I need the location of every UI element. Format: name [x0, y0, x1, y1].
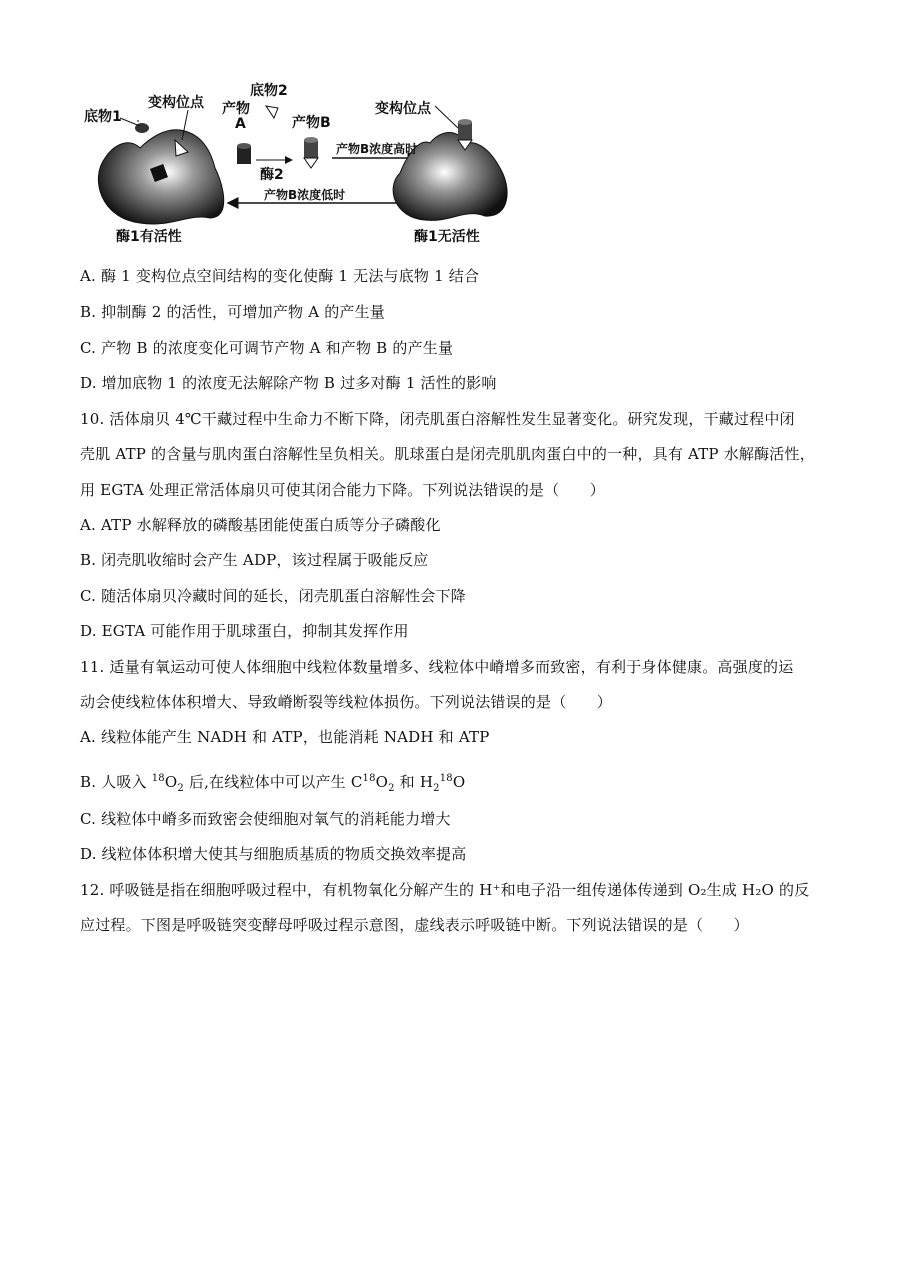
diagram-graphics [80, 78, 520, 248]
q9-option-a: A. 酶 1 变构位点空间结构的变化使酶 1 无法与底物 1 结合 [80, 267, 480, 285]
q12-stem-line1: 12. 呼吸链是指在细胞呼吸过程中，有机物氧化分解产生的 H⁺和电子沿一组传递体传递到 O₂生成 H₂O 的反 [80, 881, 810, 899]
q11-option-a: A. 线粒体能产生 NADH 和 ATP，也能消耗 NADH 和 ATP [80, 728, 490, 746]
enzyme-allosteric-diagram [80, 78, 520, 248]
label-substrate1: 底物1 [84, 109, 122, 125]
label-product-a-2: A [235, 116, 246, 132]
q11-stem-line2: 动会使线粒体体积增大、导致嵴断裂等线粒体损伤。下列说法错误的是（ ） [80, 693, 613, 711]
label-allosteric-site-right: 变构位点 [375, 101, 431, 117]
q9-option-b: B. 抑制酶 2 的活性，可增加产物 A 的产生量 [80, 303, 386, 321]
label-product-b-low: 产物B浓度低时 [264, 188, 346, 202]
q10-stem-line2: 壳肌 ATP 的含量与肌肉蛋白溶解性呈负相关。肌球蛋白是闭壳肌肌肉蛋白中的一种，具有 ATP 水解酶活性， [80, 445, 815, 463]
q11-option-b: B. 人吸入 $^{18}O_2$ 后,在线粒体中可以产生 $C^{18}O_2$ 和 $H_2^{18}O$ [80, 773, 466, 794]
q10-option-c: C. 随活体扇贝冷藏时间的延长，闭壳肌蛋白溶解性会下降 [80, 587, 466, 605]
label-product-a-1: 产物 [222, 101, 250, 117]
q10-option-d: D. EGTA 可能作用于肌球蛋白，抑制其发挥作用 [80, 622, 409, 640]
label-substrate2: 底物2 [250, 83, 288, 99]
q9-option-c: C. 产物 B 的浓度变化可调节产物 A 和产物 B 的产生量 [80, 339, 454, 357]
q11-option-d: D. 线粒体体积增大使其与细胞质基质的物质交换效率提高 [80, 845, 467, 863]
label-enzyme1-active: 酶1有活性 [116, 229, 182, 245]
label-allosteric-site-left: 变构位点 [148, 95, 204, 111]
q12-stem-line2: 应过程。下图是呼吸链突变酵母呼吸过程示意图，虚线表示呼吸链中断。下列说法错误的是（ ） [80, 916, 749, 934]
label-product-b-high: 产物B浓度高时 [336, 142, 418, 156]
label-enzyme2: 酶2 [260, 167, 284, 183]
q10-stem-line1: 10. 活体扇贝 4℃干藏过程中生命力不断下降，闭壳肌蛋白溶解性发生显著变化。研究发现，干藏过程中闭 [80, 410, 795, 428]
q10-stem-line3: 用 EGTA 处理正常活体扇贝可使其闭合能力下降。下列说法错误的是（ ） [80, 481, 605, 499]
q10-option-b: B. 闭壳肌收缩时会产生 ADP，该过程属于吸能反应 [80, 551, 429, 569]
q11-stem-line1: 11. 适量有氧运动可使人体细胞中线粒体数量增多、线粒体中嵴增多而致密，有利于身体健康。高强度的运 [80, 658, 794, 676]
q9-option-d: D. 增加底物 1 的浓度无法解除产物 B 过多对酶 1 活性的影响 [80, 374, 497, 392]
q11-option-c: C. 线粒体中嵴多而致密会使细胞对氧气的消耗能力增大 [80, 810, 451, 828]
substrate2-shape [266, 106, 278, 118]
q10-option-a: A. ATP 水解释放的磷酸基团能使蛋白质等分子磷酸化 [80, 516, 441, 534]
label-enzyme1-inactive: 酶1无活性 [414, 229, 480, 245]
label-product-b: 产物B [292, 115, 331, 131]
